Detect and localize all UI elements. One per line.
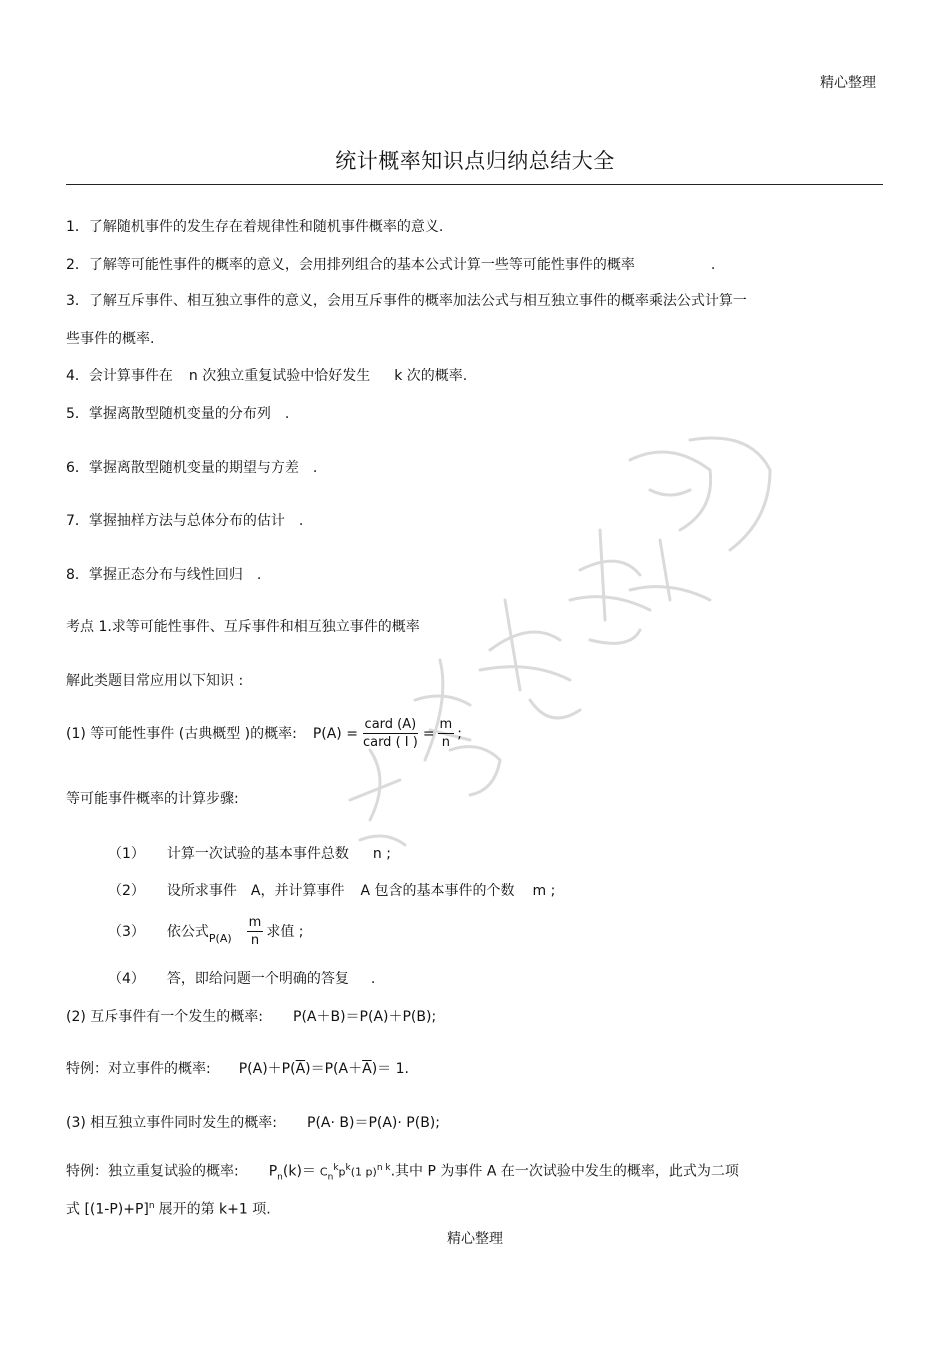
- step-4-number: （4）: [108, 971, 145, 987]
- objective-7-text: 7．掌握抽样方法与总体分布的估计: [66, 513, 285, 529]
- objective-1: 1．了解随机事件的发生存在着规律性和随机事件概率的意义.: [66, 219, 444, 235]
- step-2-number: （2）: [108, 883, 145, 899]
- objective-6-text: 6．掌握离散型随机变量的期望与方差: [66, 460, 299, 476]
- bernoulli-rest: .其中 P 为事件 A 在一次试验中发生的概率，此式为二项: [390, 1163, 739, 1180]
- step-3: [108, 915, 304, 948]
- fraction-card-denominator: card ( I ): [362, 735, 418, 750]
- bernoulli-c: C: [319, 1165, 328, 1179]
- formula-classical-eq: =: [422, 725, 435, 742]
- step-4-end: .: [370, 971, 376, 987]
- step-3-fraction-n: n: [250, 933, 260, 948]
- formula-bernoulli-line2: [66, 1197, 271, 1219]
- formula-complement-p2: )＝P(A＋: [305, 1061, 363, 1077]
- objective-4-c: k 次的概率.: [394, 368, 468, 384]
- formula-classical-end: ;: [457, 725, 462, 742]
- formula-bernoulli: [66, 1159, 739, 1186]
- bernoulli-pk: (k)＝: [282, 1163, 316, 1180]
- a-bar-1: $\overline{A}$: [295, 1061, 306, 1077]
- objective-8-end: .: [256, 567, 262, 583]
- formula-classical: [66, 717, 462, 750]
- bernoulli-exp: n k: [376, 1163, 391, 1173]
- step-2-c: A 包含的基本事件的个数: [360, 883, 515, 899]
- page-title: 统计概率知识点归纳总结大全: [335, 149, 615, 173]
- formula-classical-lhs: P(A) =: [312, 725, 358, 742]
- objective-8: [66, 566, 261, 584]
- objective-3-line2: 些事件的概率.: [66, 331, 155, 347]
- fraction-card-numerator: card (A): [364, 717, 417, 732]
- formula-mutually-exclusive: [66, 1008, 436, 1026]
- fraction-m: m: [439, 717, 453, 732]
- fraction-n: n: [441, 735, 450, 750]
- formula-independent-expr: P(A· B)＝P(A)· P(B);: [307, 1115, 440, 1131]
- formula-independent: [66, 1114, 440, 1132]
- step-2-value: m ;: [532, 883, 556, 899]
- kaodian-heading: 考点 1.求等可能性事件、互斥事件和相互独立事件的概率: [66, 619, 420, 635]
- bernoulli-c-sup: k: [333, 1163, 339, 1173]
- formula-bernoulli-label: 特例：独立重复试验的概率:: [66, 1163, 239, 1180]
- bernoulli-line2-b: 展开的第 k+1 项.: [158, 1201, 271, 1218]
- step-1: [108, 845, 391, 863]
- objective-5-end: .: [284, 406, 290, 422]
- step-2-b: A，并计算事件: [250, 883, 345, 899]
- step-3-c: 求值 ;: [266, 923, 304, 940]
- objective-2-text: 2．了解等可能性事件的概率的意义，会用排列组合的基本公式计算一些等可能性事件的概率: [66, 257, 635, 273]
- formula-complement-p3: )＝ 1.: [371, 1061, 409, 1077]
- formula-complement-label: 特例：对立事件的概率:: [66, 1061, 211, 1077]
- step-3-fraction: [247, 915, 264, 948]
- objective-6: [66, 459, 317, 477]
- objective-4-b: n 次独立重复试验中恰好发生: [188, 368, 371, 384]
- objective-7-end: .: [298, 513, 304, 529]
- step-3-pa: P(A): [208, 931, 232, 945]
- a-bar-2: $\overline{A}$: [362, 1061, 372, 1077]
- step-3-fraction-m: m: [248, 915, 262, 930]
- knowledge-intro: 解此类题目常应用以下知识 :: [66, 673, 244, 689]
- fraction-m-n: [438, 717, 455, 750]
- formula-complement-p1: P(A)＋P(: [238, 1061, 296, 1077]
- step-2-a: 设所求事件: [166, 883, 237, 899]
- step-1-number: （1）: [108, 846, 145, 862]
- objective-5: [66, 405, 289, 423]
- step-4: [108, 970, 375, 988]
- bernoulli-c-sub: n: [327, 1172, 334, 1183]
- formula-mutually-exclusive-expr: P(A＋B)＝P(A)＋P(B);: [293, 1009, 437, 1025]
- objective-2-end: .: [710, 257, 716, 273]
- step-1-text: 计算一次试验的基本事件总数: [166, 846, 349, 862]
- bernoulli-p: P: [268, 1163, 278, 1180]
- bernoulli-paren: (1 p): [350, 1165, 377, 1179]
- step-4-text: 答，即给问题一个明确的答复: [166, 971, 349, 987]
- objective-2: [66, 256, 715, 274]
- footer-note: 精心整理: [447, 1231, 503, 1247]
- step-3-a: 依公式: [166, 923, 209, 940]
- objective-4: [66, 367, 467, 385]
- step-1-value: n ;: [372, 846, 391, 862]
- step-3-number: （3）: [108, 923, 145, 940]
- bernoulli-line2-sup: n: [148, 1201, 155, 1211]
- objective-4-a: 4．会计算事件在: [66, 368, 173, 384]
- title-divider: [66, 184, 883, 185]
- bernoulli-p-exp: k: [345, 1163, 351, 1173]
- formula-independent-label: (3) 相互独立事件同时发生的概率:: [66, 1115, 277, 1131]
- objective-5-text: 5．掌握离散型随机变量的分布列: [66, 406, 271, 422]
- steps-title: 等可能事件概率的计算步骤:: [66, 791, 239, 807]
- formula-classical-label: (1) 等可能性事件 (古典概型 )的概率:: [66, 725, 297, 742]
- objective-7: [66, 512, 303, 530]
- objective-6-end: .: [312, 460, 318, 476]
- objective-3-line1: 3．了解互斥事件、相互独立事件的意义，会用互斥事件的概率加法公式与相互独立事件的概率乘法公式计算一: [66, 293, 747, 309]
- step-2: [108, 882, 555, 900]
- objective-8-text: 8．掌握正态分布与线性回归: [66, 567, 243, 583]
- header-note: 精心整理: [820, 75, 876, 91]
- bernoulli-p-base: p: [338, 1165, 346, 1179]
- formula-mutually-exclusive-label: (2) 互斥事件有一个发生的概率:: [66, 1009, 263, 1025]
- formula-complement: [66, 1060, 409, 1078]
- bernoulli-line2-a: 式 [(1-P)+P]: [66, 1201, 149, 1218]
- fraction-card: [361, 717, 420, 750]
- bernoulli-p-sub: n: [277, 1172, 283, 1183]
